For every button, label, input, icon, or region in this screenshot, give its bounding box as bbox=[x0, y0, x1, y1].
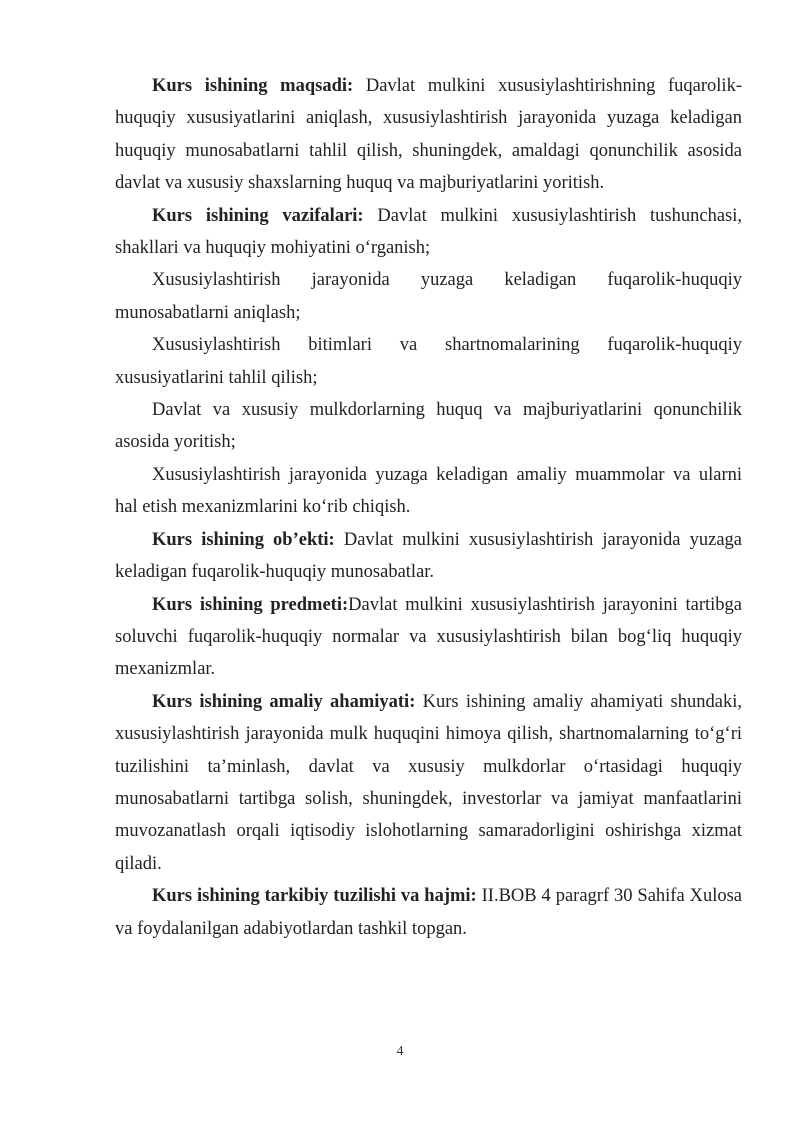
paragraph-task-item bbox=[115, 459, 742, 524]
page-number: 4 bbox=[396, 1044, 404, 1059]
paragraph-object bbox=[115, 524, 742, 589]
paragraph-text: Xususiylashtirish jarayonida yuzaga keladigan amaliy muammolar va ularni hal etish mexanizmlarini ko‘rib chiqish. bbox=[115, 464, 742, 518]
paragraph-task-item bbox=[115, 329, 742, 394]
paragraph-text: II.BOB 4 paragrf 30 Sahifa Xulosa va foydalanilgan adabiyotlardan tashkil topgan. bbox=[115, 886, 743, 939]
paragraph-label: Kurs ishining maqsadi: bbox=[152, 76, 354, 96]
paragraph-label: Kurs ishining ob’ekti: bbox=[152, 529, 335, 550]
paragraph-label: Kurs ishining predmeti: bbox=[152, 594, 349, 615]
paragraph-task-item bbox=[115, 394, 742, 459]
paragraph-label: Kurs ishining amaliy ahamiyati: bbox=[152, 691, 416, 712]
paragraph-label: Kurs ishining vazifalari: bbox=[152, 205, 364, 226]
body-text bbox=[115, 70, 742, 945]
paragraph-text: Kurs ishining amaliy ahamiyati shundaki, xususiylashtirish jarayonida mulk huquqini himoya qilish, shartnomalarning to‘g‘ri tuzilishini ta’minlash, davlat va xususiy mulkdorlar o‘rtasidagi huquqiy munosabatlarni tartibga solish, shuningdek, investorlar va jamiyat manfaatlarini muvozanatlash orqali iqtisodiy islohotlarning samaradorligini oshirishga xizmat qiladi. bbox=[115, 691, 742, 874]
paragraph-tasks bbox=[115, 200, 742, 265]
paragraph-text: Davlat mulkini xususiylashtirishning fuqarolik-huquqiy xususiyatlarini aniqlash, xususiylashtirish jarayonida yuzaga keladigan huquqiy munosabatlarni tahlil qilish, shuningdek, amaldagi qonunchilik asosida davlat va xususiy shaxslarning huquq va majburiyatlarini yoritish. bbox=[115, 76, 742, 194]
paragraph-goal bbox=[115, 70, 742, 200]
paragraph-text: Xususiylashtirish bitimlari va shartnomalarining fuqarolik-huquqiy xususiyatlarini tahlil qilish; bbox=[115, 335, 742, 388]
paragraph-text: Davlat mulkini xususiylashtirish jarayonini tartibga soluvchi fuqarolik-huquqiy normalar va xususiylashtirish bilan bog‘liq huquqiy mexanizmlar. bbox=[115, 594, 743, 680]
paragraph-task-item bbox=[115, 264, 742, 329]
paragraph-structure bbox=[115, 880, 742, 945]
paragraph-text: Davlat mulkini xususiylashtirish jarayonida yuzaga keladigan fuqarolik-huquqiy munosabatlar. bbox=[115, 529, 742, 583]
paragraph-text: Xususiylashtirish jarayonida yuzaga keladigan fuqarolik-huquqiy munosabatlarni aniqlash; bbox=[115, 270, 742, 323]
paragraph-text: Davlat va xususiy mulkdorlarning huquq va majburiyatlarini qonunchilik asosida yoritish; bbox=[115, 400, 742, 453]
paragraph-label: Kurs ishining tarkibiy tuzilishi va hajmi: bbox=[152, 886, 477, 907]
paragraph-practical-significance bbox=[115, 686, 742, 880]
paragraph-subject bbox=[115, 589, 742, 686]
paragraph-text: Davlat mulkini xususiylashtirish tushunchasi, shakllari va huquqiy mohiyatini o‘rganish; bbox=[115, 205, 742, 259]
